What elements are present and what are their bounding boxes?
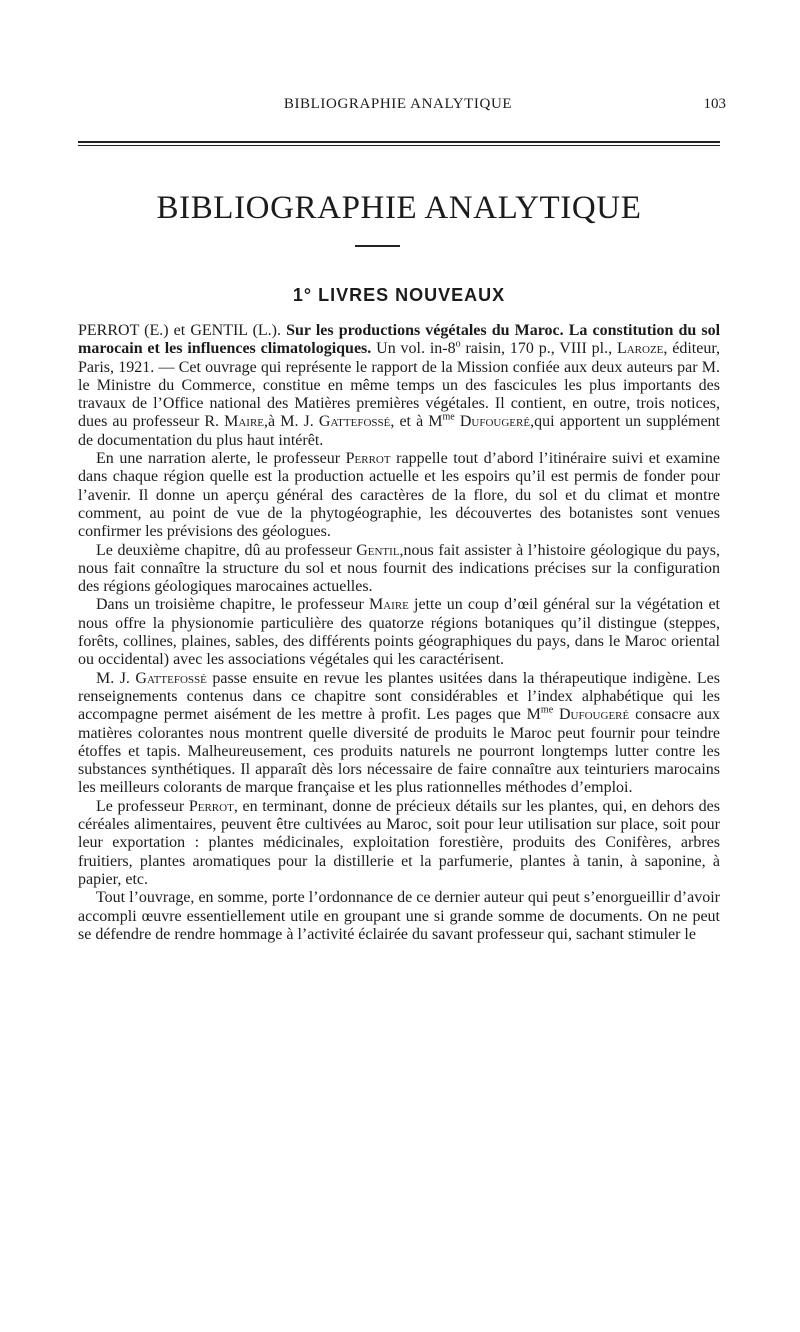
author-name: Perrot xyxy=(188,797,234,815)
title-rule xyxy=(355,245,400,247)
paragraph-text: Le deuxième chapitre, dû au professeur xyxy=(96,541,357,559)
entry-imprint-3: , éditeur, Paris, 1921. — Cet ouvrage qui représente le rapport de la Mission confiée aux deux auteurs par M. le Ministre du Commerce, constitue en même temps un des fascicules les plus importants des travaux de l’Office national des Matières premières végétales. Il contient, en outre, trois notices, dues au professeur R. xyxy=(78,340,721,431)
paragraph-text: , en terminant, donne de précieux détails sur les plantes, qui, en dehors des céréales alimentaires, peuvent être cultivées au Maroc, soit pour leur utilisation sur place, soit pour leur exportation : plantes médicinales, exploitation forestière, produits des Conifères, arbres fruitiers, plantes aromatiques pour la distillerie et la parfumerie, plantes à tanin, à saponine, à papier, etc. xyxy=(78,797,721,888)
paragraph: Tout l’ouvrage, en somme, porte l’ordonnance de ce dernier auteur qui peut s’enorgueillir d’avoir accompli œuvre essentiellement utile en groupant une si grande somme de documents. On ne peut se défendre de rendre hommage à l’activité éclairée du savant professeur qui, sachant stimuler le xyxy=(78,889,720,943)
paragraph-text: Dans un troisième chapitre, le professeur xyxy=(96,596,370,614)
paragraph-text: M. J. xyxy=(96,669,136,687)
paragraph xyxy=(78,542,720,597)
paragraph-text: En une narration alerte, le professeur xyxy=(96,450,346,468)
entry-text: , et à M xyxy=(390,413,443,431)
paragraph-entry xyxy=(78,322,720,450)
paragraph-text: consacre aux matières colorantes nous montrent quelle diversité de produits le Maroc peut fournir pour teindre étoffes et tapis. Malheureusement, ces produits naturels ne pourront longtemps lutter contre les substances synthétiques. Il apparaît dès lors nécessaire de faire connaître aux teinturiers marocains les meilleurs colorants de marque française et les plus rationnelles méthodes d’emploi. xyxy=(78,706,721,797)
page-number: 103 xyxy=(703,96,726,112)
paragraph-text: rappelle tout d’abord l’itinéraire suivi et examine dans chaque région quelle est la production actuelle et les espoirs qu’il est permis de fonder pour l’avenir. Il donne un aperçu général des caractères de la flore, du sol et du climat et montre comment, au point de vue de la phytogéographie, les découvertes des botanistes sont venues confirmer les prévisions des géologues. xyxy=(78,450,721,541)
section-heading: 1° LIVRES NOUVEAUX xyxy=(292,285,506,305)
author-name: Dufougeré xyxy=(559,706,630,724)
paragraph-text: passe ensuite en revue les plantes usitées dans la thérapeutique indigène. Les renseignements contenus dans ce chapitre sont considérables et l’index alphabétique qui les accompagne permet aisément de les mettre à profit. Les pages que M xyxy=(78,669,721,724)
author-name: Maire xyxy=(224,413,265,431)
entry-book-title: Sur les productions végétales du Maroc. La constitution du sol marocain et les influences climatologiques. xyxy=(78,322,721,358)
paragraph xyxy=(78,670,720,798)
publisher-name: Laroze xyxy=(616,340,664,358)
paragraph-text: Le professeur xyxy=(96,797,189,815)
header-rule-thin xyxy=(78,145,720,146)
author-name: Perrot xyxy=(345,450,391,468)
paragraph xyxy=(78,596,720,669)
mme-sup: me xyxy=(540,704,554,716)
page-title: BIBLIOGRAPHIE ANALYTIQUE xyxy=(156,190,642,226)
paragraph-text: ,nous fait assister à l’histoire géologique du pays, nous fait connaître la structure du sol et nous fournit des indications précises sur la configuration des régions géologiques marocaines actuelles. xyxy=(78,541,721,596)
author-name: Maire xyxy=(369,596,409,614)
entry-text: ,qui apportent un supplément de documentation du plus haut intérêt. xyxy=(78,413,721,449)
author-name: Gattefossé xyxy=(318,413,391,431)
paragraph xyxy=(78,798,720,889)
running-head-title: BIBLIOGRAPHIE ANALYTIQUE xyxy=(283,96,513,112)
entry-text: ,à M. J. xyxy=(264,413,319,431)
author-name: Dufougeré xyxy=(459,413,531,431)
author-name: Gattefossé xyxy=(135,669,207,687)
degree-sup: o xyxy=(455,338,461,350)
header-rule-thick xyxy=(78,141,720,143)
author-name: Gentil xyxy=(356,541,400,559)
entry-imprint-2: raisin, 170 p., VIII pl., xyxy=(460,340,617,358)
paragraph-text: jette un coup d’œil général sur la végétation et nous offre la physionomie particulière des quatorze régions botaniques qu’il distingue (steppes, forêts, collines, plaines, sables, des différents points géographiques du pays, dans le Maroc oriental ou occidental) avec les associations végétales qui les caractérisent. xyxy=(78,596,721,669)
entry-authors: PERROT (E.) et GENTIL (L.). xyxy=(78,322,282,339)
running-head xyxy=(78,96,726,118)
mme-sup: me xyxy=(442,412,455,424)
entry-imprint: Un vol. in-8 xyxy=(376,340,456,358)
body-text xyxy=(78,322,720,944)
paragraph xyxy=(78,450,720,541)
